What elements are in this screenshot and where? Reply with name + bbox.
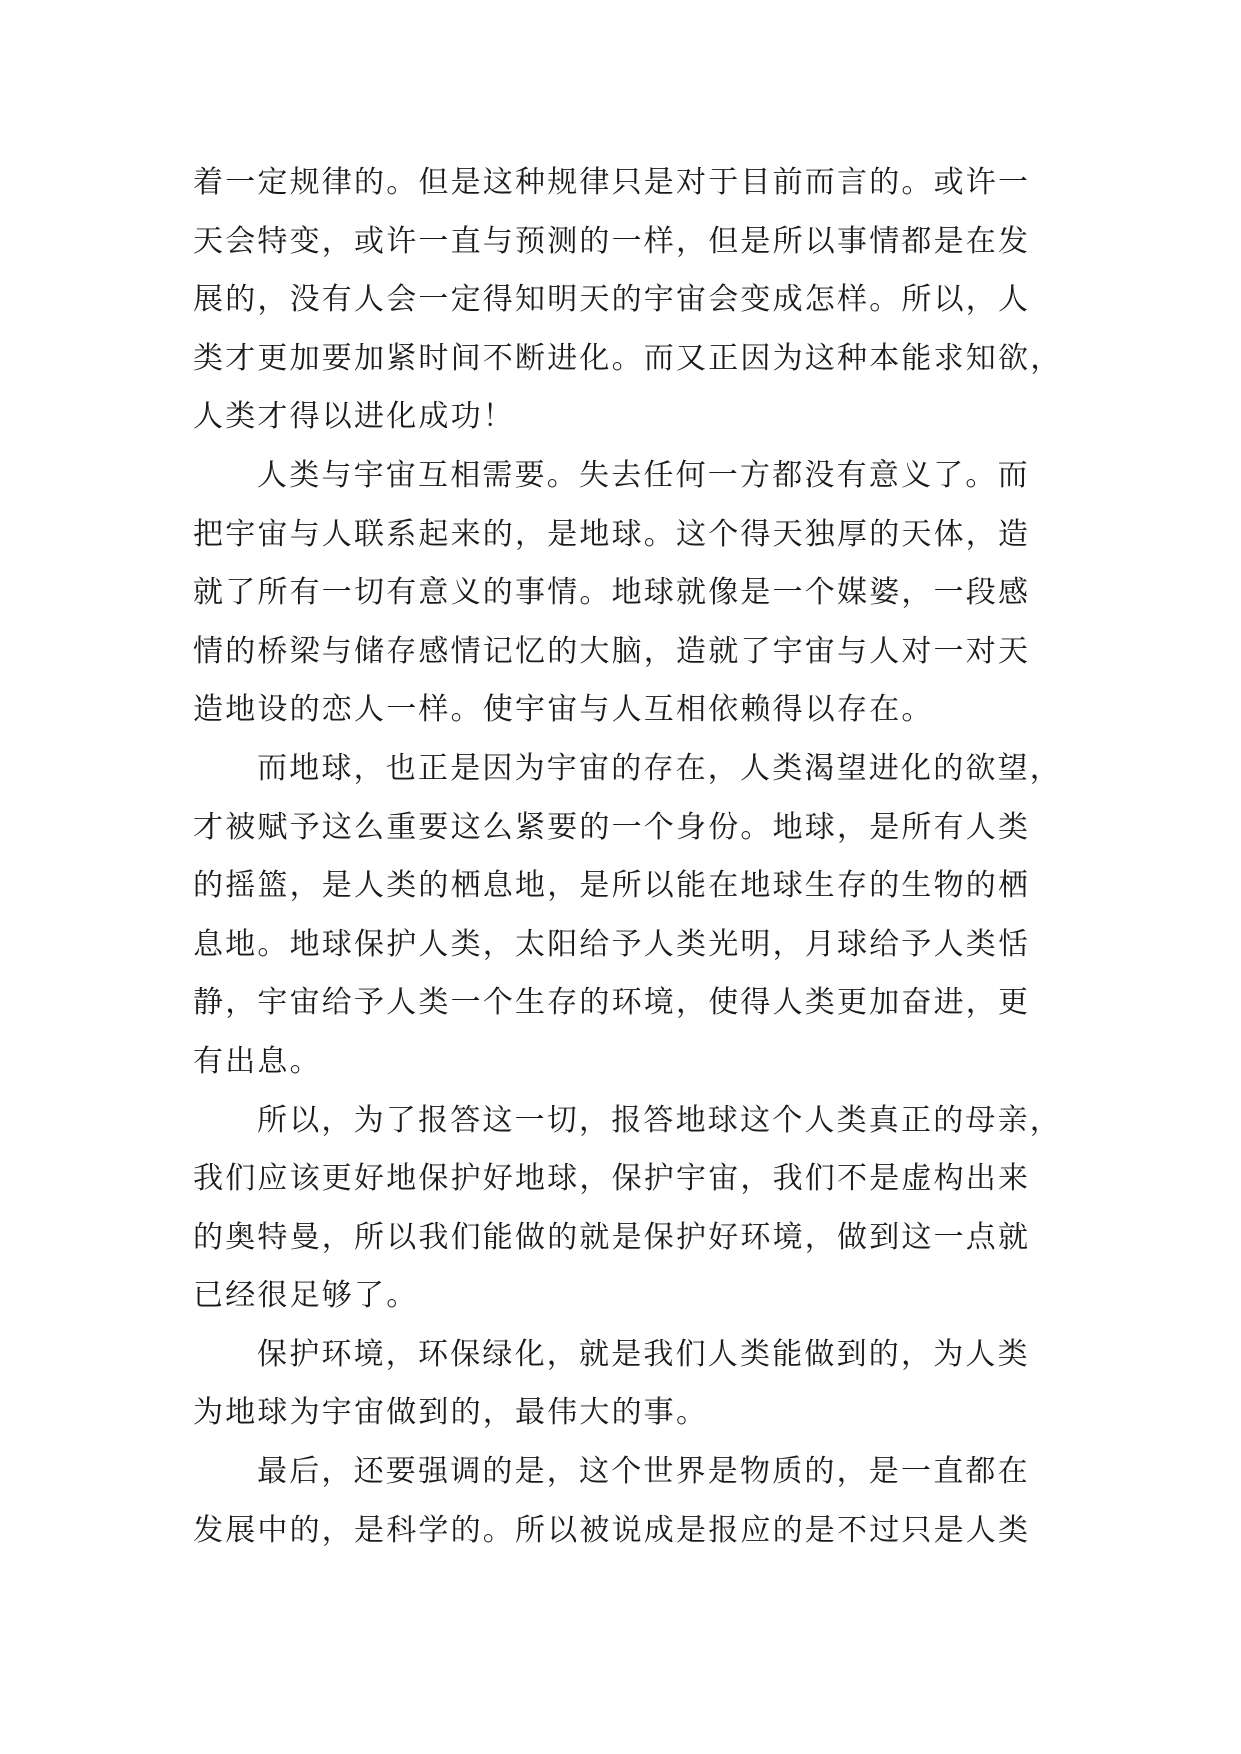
text-line: 我们应该更好地保护好地球，保护宇宙，我们不是虚构出来 <box>193 1161 1031 1197</box>
text-line: 的摇篮，是人类的栖息地，是所以能在地球生存的生物的栖 <box>193 868 1031 904</box>
text-line: 展的，没有人会一定得知明天的宇宙会变成怎样。所以，人 <box>193 282 1031 318</box>
body-text <box>193 154 1063 1560</box>
text-line: 情的桥梁与储存感情记忆的大脑，造就了宇宙与人对一对天 <box>193 633 1031 669</box>
text-line: 把宇宙与人联系起来的，是地球。这个得天独厚的天体，造 <box>193 516 1031 552</box>
text-line: 所以，为了报答这一切，报答地球这个人类真正的母亲， <box>257 1102 1062 1138</box>
text-line: 静，宇宙给予人类一个生存的环境，使得人类更加奋进，更 <box>193 985 1031 1021</box>
text-line: 发展中的，是科学的。所以被说成是报应的是不过只是人类 <box>193 1512 1031 1548</box>
text-line: 息地。地球保护人类，太阳给予人类光明，月球给予人类恬 <box>193 926 1031 962</box>
text-line: 才被赋予这么重要这么紧要的一个身份。地球，是所有人类 <box>193 809 1031 845</box>
text-line: 着一定规律的。但是这种规律只是对于目前而言的。或许一 <box>193 165 1031 200</box>
text-line: 有出息。 <box>193 1043 322 1079</box>
paragraph-p2 <box>193 447 1053 740</box>
text-line: 人类才得以进化成功！ <box>193 399 515 435</box>
text-line: 人类与宇宙互相需要。失去任何一方都没有意义了。而 <box>257 457 1030 493</box>
text-line: 类才更加要加紧时间不断进化。而又正因为这种本能求知欲， <box>193 340 1063 376</box>
text-line: 为地球为宇宙做到的，最伟大的事。 <box>193 1395 709 1431</box>
text-line: 已经很足够了。 <box>193 1278 419 1314</box>
text-line: 天会特变，或许一直与预测的一样，但是所以事情都是在发 <box>193 223 1031 259</box>
paragraph-p4 <box>193 1092 1062 1326</box>
text-line: 的奥特曼，所以我们能做的就是保护好环境，做到这一点就 <box>193 1219 1031 1255</box>
paragraph-p6 <box>193 1443 1053 1560</box>
text-line: 造地设的恋人一样。使宇宙与人互相依赖得以存在。 <box>193 692 934 728</box>
paragraph-p3 <box>193 740 1062 1092</box>
text-line: 最后，还要强调的是，这个世界是物质的，是一直都在 <box>257 1454 1030 1490</box>
text-line: 就了所有一切有意义的事情。地球就像是一个媒婆，一段感 <box>193 575 1031 611</box>
text-line: 而地球，也正是因为宇宙的存在，人类渴望进化的欲望， <box>257 750 1062 786</box>
text-line: 保护环境，环保绿化，就是我们人类能做到的，为人类 <box>257 1336 1030 1372</box>
paragraph-p1-continued <box>193 154 1063 447</box>
paragraph-p5 <box>193 1326 1053 1443</box>
